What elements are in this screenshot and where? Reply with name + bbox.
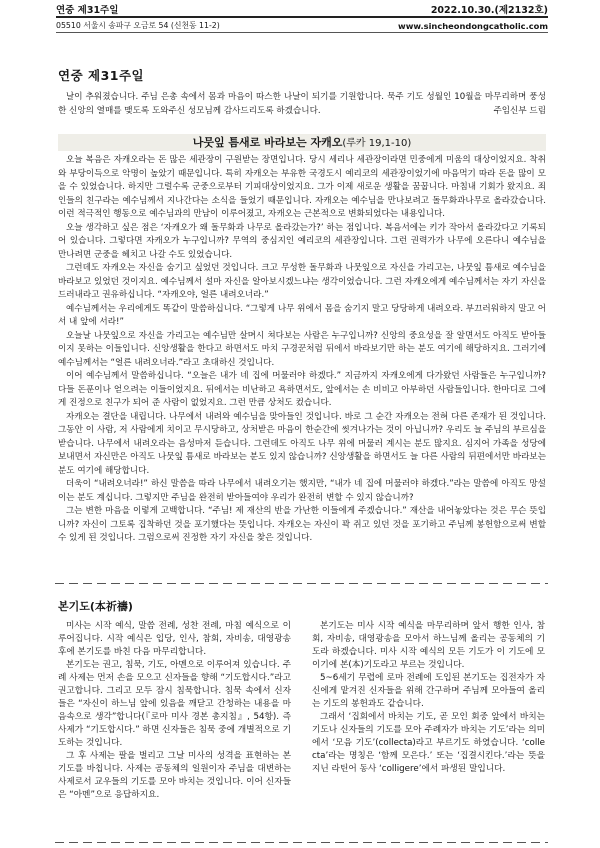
- homily-paragraph: 오늘 복음은 자캐오라는 돈 많은 세관장이 구원받는 장면입니다. 당시 세리나 세관장이라면 민중에게 미움의 대상이었지요. 착취와 부당이득으로 악명이 높았기 때문입니다. 특히 자캐오는 부유한 국경도시 예리코의 세관장이었기에 마음먹기 따라 돈을 많이 모을 수 있었습니다. 하지만 그럴수록 군중으로부터 기피대상이었지요. 그가 이제 새로운 생활을 꿈꿉니다. 마침내 기회가 왔지요. 죄인들의 친구라는 예수님께서 지나간다는 소식을 들었기 때문입니다. 자캐오는 예수님을 만나보려고 돌무화과나무로 올라갔습니다. 이런 적극적인 행동으로 예수님과의 만남이 이루어졌고, 자캐오는 근본적으로 변화되었다는 내용입니다.: [58, 155, 546, 219]
- issue-name: 연중 제31주일: [56, 5, 119, 16]
- homily-paragraph: 오늘 생각하고 싶은 점은 ‘자캐오가 왜 돌무화과 나무로 올라갔는가?’ 하는 점입니다. 복음서에는 키가 작아서 올라갔다고 기록되어 있습니다. 그렇다면 자캐오가 누구입니까? 무역의 중심지인 예리코의 세관장입니다. 그런 권력가가 나무에 오른다니 예수님을 만나려면 군중을 헤치고 나갈 수도 있었습니다.: [58, 222, 546, 260]
- homily-paragraph: 자캐오는 결단을 내립니다. 나무에서 내려와 예수님을 맞아들인 것입니다. 바로 그 순간 자캐오는 전혀 다른 존재가 된 것입니다. 그동안 이 사람, 저 사람에게 치이고 무시당하고, 상처받은 마음이 한순간에 씻겨나가는 것이 아닙니까? 우리도 늘 주님의 부르심을 받습니다. 나무에서 내려오라는 음성마저 듣습니다. 그런데도 아직도 나무 위에 머물러 계시는 분도 많지요. 심지어 가족을 성당에 보내면서 자신만은 아직도 나뭇잎 틈새로 바라보는 분도 있지 않습니까? 신앙생활을 하면서도 늘 다른 사람의 뒤편에서만 바라보는 분도 여기에 해당합니다.: [58, 411, 546, 476]
- liturgy-paragraph: 5~6세기 무렵에 로마 전례에 도입된 본기도는 집전자가 자신에게 맡겨진 신자들을 위해 간구하며 주님께 모아들여 올리는 기도의 봉헌과도 같습니다.: [312, 673, 545, 709]
- homily-paragraph: 오늘날 나뭇잎으로 자신을 가리고는 예수님만 살며시 쳐다보는 사람은 누구입니까? 신앙의 중요성을 잘 알면서도 아직도 받아들이지 못하는 이들입니다. 신앙생활을 한다고 하면서도 마치 구경꾼처럼 뒤에서 바라보기만 하는 분도 여기에 해당하지요. 그러기에 예수님께서는 “얼른 내려오너라.”라고 초대하신 것입니다.: [58, 330, 546, 368]
- homily-title-band: [58, 134, 546, 151]
- sunday-heading: 연중 제31주일: [58, 68, 145, 83]
- pastor-signature: 주임신부 드림: [493, 106, 546, 116]
- homily-paragraph: 그는 변한 마음을 이렇게 고백합니다. “주님! 제 재산의 반을 가난한 이들에게 주겠습니다.” 재산을 내어놓았다는 것은 무슨 뜻입니까? 자신이 그토록 집착하던 것을 포기했다는 뜻입니다. 자캐오는 자신이 꽉 쥐고 있던 것을 포기하고 주님께 봉헌함으로써 변할 수 있게 된 것입니다. 그럼으로써 진정한 자기 자신을 찾은 것입니다.: [58, 506, 546, 543]
- liturgy-paragraph: 본기도는 권고, 침묵, 기도, 아멘으로 이루어져 있습니다. 주례 사제는 먼저 손을 모으고 신자들을 향해 “기도합시다.”라고 권고합니다. 그리고 모두 잠시 침묵합니다. 침묵 속에서 신자들은 “자신이 하느님 앞에 있음을 깨닫고 간청하는 내용을 마음속으로 생각”합니다(『로마 미사 경본 총지침』, 54항). 즉 사제가 “기도합시다.” 하면 신자들은 침묵 중에 개별적으로 기도하는 것입니다.: [58, 660, 291, 748]
- homily-paragraph: 그런데도 자캐오는 자신을 숨기고 싶었던 것입니다. 크고 무성한 돌무화과 나뭇잎으로 자신을 가리고는, 나뭇잎 틈새로 예수님을 바라보고 있었던 것이지요. 예수님께서 설마 자신을 알아보시겠느냐는 생각이었습니다. 그런 자캐오에게 예수님께서는 자기 자신을 드러내라고 권유하십니다. “자캐오야, 얼른 내려오너라.”: [58, 263, 546, 300]
- issue-date: 2022.10.30.(제2132호): [430, 5, 548, 16]
- liturgy-paragraph: 본기도는 미사 시작 예식을 마무리하며 앞서 행한 인사, 참회, 자비송, 대영광송을 모아서 하느님께 올리는 공동체의 기도라 하겠습니다. 미사 시작 예식의 모든 기도가 이 기도에 모이기에 본(本)기도라고 부르는 것입니다.: [312, 621, 545, 670]
- homily-paragraph: 예수님께서는 우리에게도 똑같이 말씀하십니다. “그렇게 나무 위에서 몸을 숨기지 말고 당당하게 내려오라. 부끄러워하지 말고 어서 내 앞에 서라!”: [58, 303, 546, 327]
- liturgy-paragraph: 그 후 사제는 팔을 벌리고 그날 미사의 성격을 표현하는 본기도를 바칩니다. 사제는 공동체의 일원이자 주님을 대변하는 사제로서 교우들의 기도를 모아 바치는 것입니다. 이어 신자들은 “아멘”으로 응답하지요.: [58, 751, 291, 800]
- section-divider: [55, 583, 548, 584]
- parish-address: 05510 서울시 송파구 오금로 54 (신천동 11-2): [56, 21, 220, 30]
- homily-reference: (루카 19,1-10): [342, 138, 412, 149]
- bottom-divider: [55, 842, 548, 843]
- pastor-greeting-text: 날이 추워졌습니다. 주님 은총 속에서 몸과 마음이 따스한 나날이 되기를 기원합니다. 묵주 기도 성월인 10월을 마무리하며 풍성한 신앙의 열매를 맺도록 도와주신 성모님께 감사드리도록 하겠습니다.: [58, 92, 546, 116]
- liturgy-heading: 본기도(本祈禱): [58, 600, 133, 613]
- liturgy-right-column: [312, 620, 545, 835]
- parish-info-bar: [56, 19, 548, 33]
- homily-paragraph: 이어 예수님께서 말씀하십니다. “오늘은 내가 네 집에 머물러야 하겠다.” 지금까지 자캐오에게 다가왔던 사람들은 누구입니까? 다들 돈푼이나 얻으려는 이들이었지요. 뒤에서는 비난하고 욕하면서도, 앞에서는 손 비비고 아부하던 사람들입니다. 한마디로 그에게 진정으로 친구가 되어 준 사람이 없었지요. 그런 만큼 상처도 컸습니다.: [58, 371, 546, 408]
- homily-title: 나뭇잎 틈새로 바라보는 자캐오: [192, 136, 343, 149]
- bulletin-header: [56, 2, 548, 18]
- liturgy-paragraph: 그래서 ‘집회에서 바치는 기도, 곧 모인 회중 앞에서 바치는 기도나 신자들의 기도를 모아 주례자가 바치는 기도’라는 의미에서 ‘모음 기도’(collecta)라고 부르기도 하였습니다. ‘collecta’라는 명칭은 ‘함께 모은다.’ 또는 ‘집결시킨다.’라는 뜻을 지닌 라틴어 동사 ‘colligere’에서 파생된 말입니다.: [312, 712, 545, 774]
- homily-paragraph: 더욱이 “내려오너라!” 하신 말씀을 따라 나무에서 내려오기는 했지만, “내가 네 집에 머물러야 하겠다.”라는 말씀에 아직도 망설이는 분도 계십니다. 그렇지만 주님을 완전히 받아들여야 우리가 완전히 변할 수 있지 않습니까?: [58, 479, 546, 503]
- parish-website: www.sincheondongcatholic.com: [398, 20, 548, 31]
- liturgy-left-column: [58, 620, 291, 835]
- homily-body: [58, 154, 546, 574]
- pastor-greeting: [58, 90, 546, 118]
- liturgy-paragraph: 미사는 시작 예식, 말씀 전례, 성찬 전례, 마침 예식으로 이루어집니다. 시작 예식은 입당, 인사, 참회, 자비송, 대영광송 후에 본기도를 바친 다음 마무리합니다.: [58, 621, 291, 657]
